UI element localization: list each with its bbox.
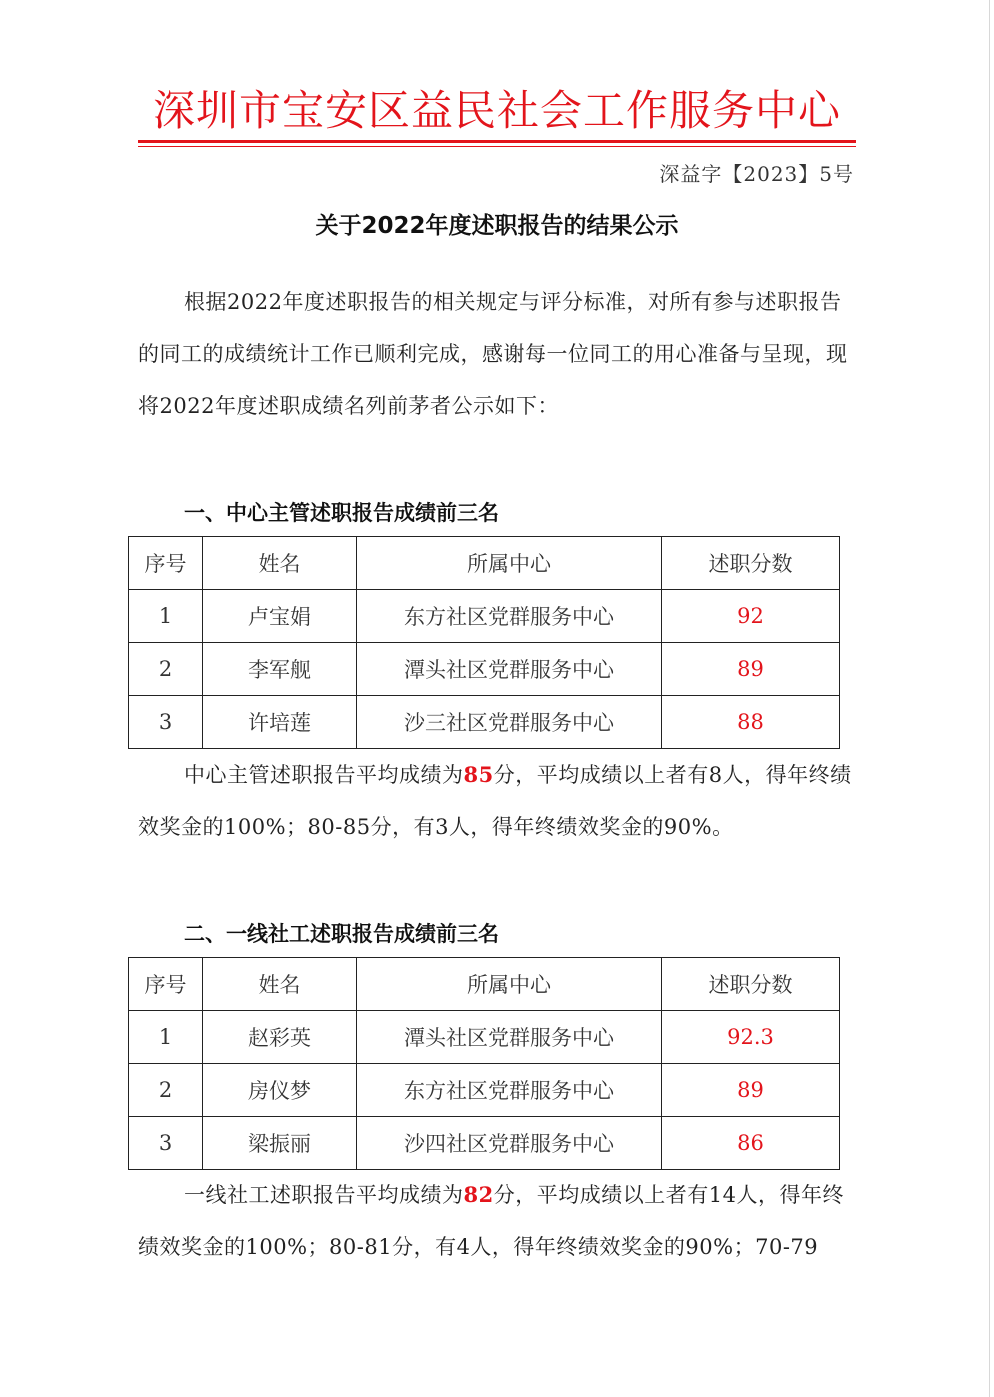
row-number: 3: [129, 1117, 203, 1170]
row-center: 东方社区党群服务中心: [357, 1064, 662, 1117]
summary-text-post: 分，平均成绩以上者有14人，得年终绩效奖金的100%；80-81分，有4人，得年终绩效奖金的90%；70-79: [138, 1183, 844, 1259]
row-number: 2: [129, 643, 203, 696]
section-heading-frontline: 二、一线社工述职报告成绩前三名: [184, 922, 499, 946]
table-header-row: [129, 958, 840, 1011]
summary-average-score: 82: [463, 1182, 494, 1207]
table-row: [129, 696, 840, 749]
column-header-name: 姓名: [203, 958, 357, 1011]
column-header-center: 所属中心: [357, 958, 662, 1011]
table-row: [129, 1011, 840, 1064]
organization-letterhead: 深圳市宝安区益民社会工作服务中心: [152, 86, 841, 135]
managers-summary-paragraph: [138, 749, 858, 853]
row-score: 92.3: [662, 1011, 840, 1064]
row-name: 赵彩英: [203, 1011, 357, 1064]
column-header-no: 序号: [129, 958, 203, 1011]
frontline-score-table: [128, 957, 840, 1170]
section-heading-managers: 一、中心主管述职报告成绩前三名: [184, 501, 499, 525]
table-row: [129, 1117, 840, 1170]
table-row: [129, 1064, 840, 1117]
table-row: [129, 590, 840, 643]
row-score: 86: [662, 1117, 840, 1170]
row-center: 潭头社区党群服务中心: [357, 643, 662, 696]
row-center: 沙四社区党群服务中心: [357, 1117, 662, 1170]
row-score: 92: [662, 590, 840, 643]
letterhead-rule-thin: [138, 146, 856, 147]
row-center: 潭头社区党群服务中心: [357, 1011, 662, 1064]
row-number: 3: [129, 696, 203, 749]
row-name: 许培莲: [203, 696, 357, 749]
column-header-center: 所属中心: [357, 537, 662, 590]
summary-text-pre: 中心主管述职报告平均成绩为: [184, 763, 464, 787]
column-header-name: 姓名: [203, 537, 357, 590]
column-header-no: 序号: [129, 537, 203, 590]
summary-text-pre: 一线社工述职报告平均成绩为: [184, 1183, 464, 1207]
row-number: 1: [129, 590, 203, 643]
row-name: 李军舰: [203, 643, 357, 696]
row-number: 1: [129, 1011, 203, 1064]
row-center: 沙三社区党群服务中心: [357, 696, 662, 749]
row-name: 梁振丽: [203, 1117, 357, 1170]
row-name: 卢宝娟: [203, 590, 357, 643]
row-center: 东方社区党群服务中心: [357, 590, 662, 643]
row-score: 88: [662, 696, 840, 749]
letterhead-rule-thick: [138, 140, 856, 143]
row-name: 房仪梦: [203, 1064, 357, 1117]
row-score: 89: [662, 643, 840, 696]
summary-text-post: 分，平均成绩以上者有8人，得年终绩效奖金的100%；80-85分，有3人，得年终绩效奖金的90%。: [138, 763, 852, 839]
column-header-score: 述职分数: [662, 537, 840, 590]
document-title: 关于2022年度述职报告的结果公示: [315, 213, 679, 239]
table-row: [129, 643, 840, 696]
summary-average-score: 85: [463, 762, 494, 787]
frontline-summary-paragraph: [138, 1169, 858, 1273]
table-header-row: [129, 537, 840, 590]
document-number: 深益字【2023】5号: [659, 162, 854, 186]
managers-score-table: [128, 536, 840, 749]
row-number: 2: [129, 1064, 203, 1117]
intro-paragraph: 根据2022年度述职报告的相关规定与评分标准，对所有参与述职报告的同工的成绩统计工作已顺利完成，感谢每一位同工的用心准备与呈现，现将2022年度述职成绩名列前茅者公示如下：: [138, 290, 848, 418]
row-score: 89: [662, 1064, 840, 1117]
column-header-score: 述职分数: [662, 958, 840, 1011]
